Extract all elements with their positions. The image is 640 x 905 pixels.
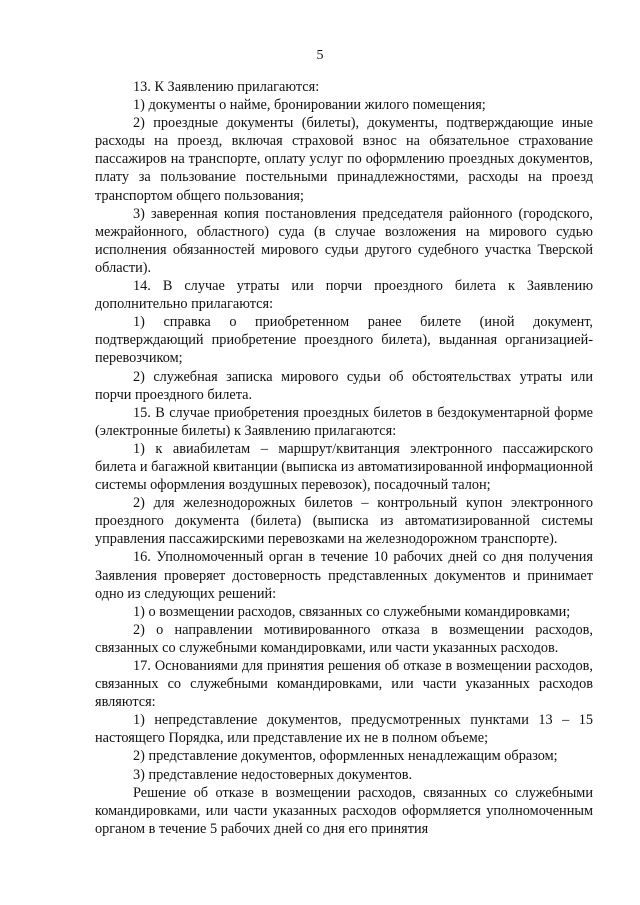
paragraph-13-item-3: 3) заверенная копия постановления председателя районного (городского, межрайонного, областного) суда (в случае возложения на мирового судью исполнения обязанностей мирового судьи другого судебного участка Тверской области). [95, 205, 593, 276]
paragraph-17-item-2: 2) представление документов, оформленных ненадлежащим образом; [133, 748, 558, 765]
paragraph-16-item-1: 1) о возмещении расходов, связанных со служебными командировками; [133, 603, 571, 620]
paragraph-14-item-1: 1) справка о приобретенном ранее билете (иной документ, подтверждающий приобретение проездного билета), выданная организацией-перевозчиком; [95, 314, 593, 367]
paragraph-14-item-2: 2) служебная записка мирового судьи об обстоятельствах утраты или порчи проездного билета. [95, 368, 593, 403]
paragraph-15-heading: 15. В случае приобретения проездных билетов в бездокументарной форме (электронные билеты) к Заявлению прилагаются: [95, 404, 593, 439]
paragraph-17-item-3: 3) представление недостоверных документов. [133, 766, 413, 783]
paragraph-refusal-decision: Решение об отказе в возмещении расходов, связанных со служебными командировками, или части указанных расходов оформляется уполномоченным органом в течение 5 рабочих дней со дня его принятия [95, 784, 593, 837]
paragraph-16-heading: 16. Уполномоченный орган в течение 10 рабочих дней со дня получения Заявления проверяет достоверность представленных документов и принимает одно из следующих решений: [95, 549, 593, 602]
paragraph-13-heading: 13. К Заявлению прилагаются: [133, 79, 320, 95]
paragraph-15-item-2: 2) для железнодорожных билетов – контрольный купон электронного проездного документа (билета) (выписка из автоматизированной системы управления пассажирскими перевозками на железнодорожном транспорте). [95, 495, 593, 548]
document-body [95, 78, 593, 838]
page-number: 5 [316, 48, 324, 63]
paragraph-17-item-1: 1) непредставление документов, предусмотренных пунктами 13 – 15 настоящего Порядка, или представление их не в полном объеме; [95, 712, 593, 747]
paragraph-13-item-1: 1) документы о найме, бронировании жилого помещения; [133, 97, 486, 114]
paragraph-17-heading: 17. Основаниями для принятия решения об отказе в возмещении расходов, связанных со служебными командировками, или части указанных расходов являются: [95, 658, 593, 711]
paragraph-13-item-2: 2) проездные документы (билеты), документы, подтверждающие иные расходы на проезд, включая страховой взнос на обязательное страхование пассажиров на транспорте, оплату услуг по оформлению проездных документов, плату за пользование постельными принадлежностями, расходы на проезд транспортом общего пользования; [95, 115, 593, 204]
paragraph-14-heading: 14. В случае утраты или порчи проездного билета к Заявлению дополнительно прилагаются: [95, 278, 593, 313]
paragraph-15-item-1: 1) к авиабилетам – маршрут/квитанция электронного пассажирского билета и багажной квитанции (выписка из автоматизированной информационной системы оформления воздушных перевозок), посадочный талон; [95, 440, 593, 494]
paragraph-16-item-2: 2) о направлении мотивированного отказа в возмещении расходов, связанных со служебными командировками, или части указанных расходов. [95, 621, 593, 656]
